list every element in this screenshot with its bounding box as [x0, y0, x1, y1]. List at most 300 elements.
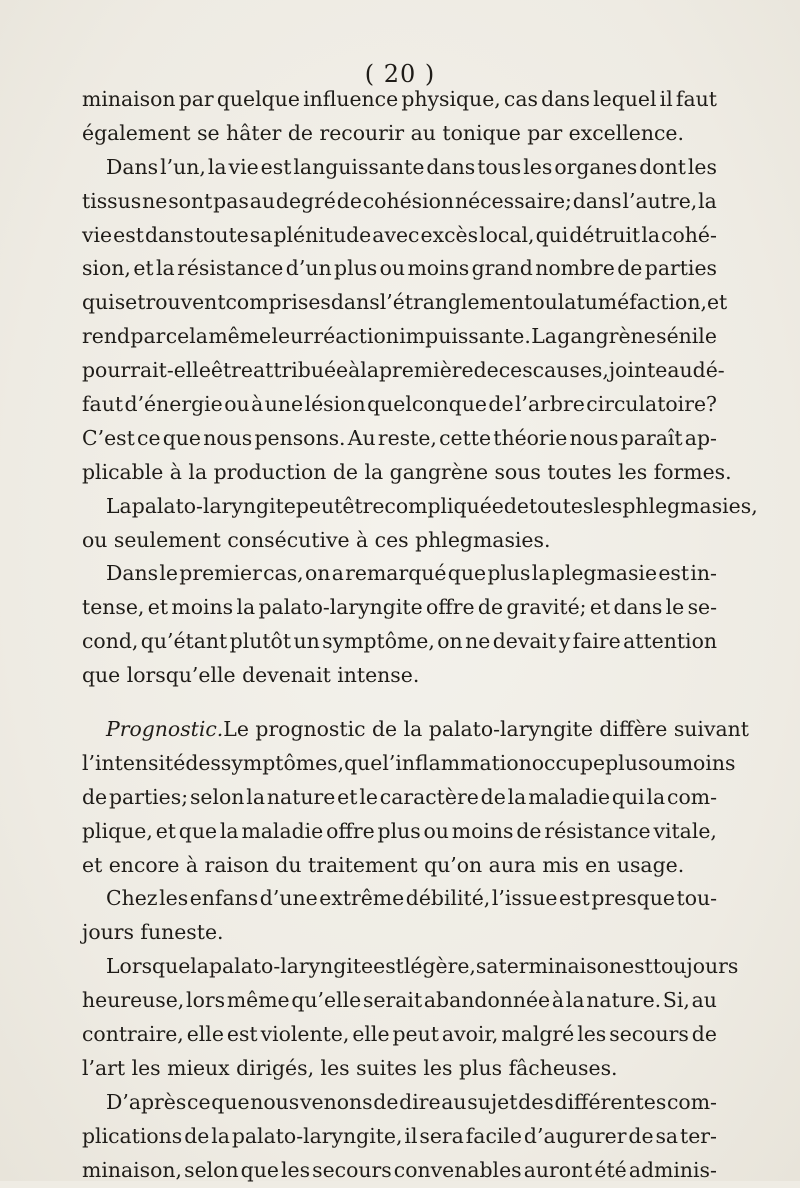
word: théorie [493, 425, 568, 450]
word: quelconque [367, 392, 487, 417]
word: phlegmasies, [622, 493, 758, 518]
text-line [82, 219, 717, 253]
word: avoir, [441, 1022, 499, 1047]
word: qui [535, 222, 569, 247]
word: cohésion [362, 188, 455, 213]
word: de [628, 1123, 654, 1148]
word: la [557, 290, 577, 315]
word: moins [171, 595, 234, 620]
word: plus [605, 750, 649, 775]
word: il [659, 87, 673, 111]
word: selon [184, 1157, 239, 1182]
text-line: plicable à la production de la gangrène sous toutes les formes. [82, 459, 732, 484]
text-line [82, 388, 717, 422]
word: remarqué [345, 561, 447, 586]
word: heureuse, [82, 988, 185, 1013]
word: lequel [593, 87, 657, 111]
word: faire [572, 629, 621, 654]
word: plegmasie [551, 561, 658, 586]
word: presque [591, 886, 675, 911]
word: vie [82, 222, 113, 247]
body-text [82, 83, 758, 1188]
word: plus [377, 818, 421, 843]
page-number: ( 20 ) [364, 60, 436, 88]
word: secours [609, 1022, 689, 1047]
word: dans [613, 595, 663, 620]
word: se [114, 290, 138, 315]
section-gap [82, 693, 717, 713]
word: y [558, 629, 571, 654]
word: que [344, 750, 383, 775]
word: l’autre, [622, 188, 698, 213]
word: paraît [620, 425, 683, 450]
word: ter- [680, 1123, 717, 1148]
word: débilité, [405, 886, 491, 911]
word: que [162, 425, 202, 450]
word: légère, [403, 954, 476, 979]
word: La [531, 324, 557, 349]
word: toutes [528, 493, 594, 518]
word: Dans [106, 561, 159, 586]
text-line [82, 815, 717, 849]
word: La [106, 493, 132, 518]
word: reste, [377, 425, 437, 450]
word: que [447, 561, 487, 586]
word: facile [465, 1123, 522, 1148]
word: la [211, 1123, 230, 1148]
word: ou [423, 818, 449, 843]
word: dire [399, 1089, 441, 1114]
word: de [473, 358, 499, 383]
word: toujours [652, 954, 739, 979]
word: avec [372, 222, 420, 247]
word: la [646, 784, 666, 809]
word: caractère [379, 784, 479, 809]
word: l’un, [160, 154, 206, 179]
word: au [667, 358, 693, 383]
text-line [82, 747, 736, 781]
word: de [184, 1123, 210, 1148]
word: Chez [106, 886, 158, 911]
word: la [246, 784, 265, 809]
word: la [531, 561, 551, 586]
word: peut [392, 1022, 439, 1047]
word: circulatoire? [586, 392, 717, 417]
word: la [641, 222, 661, 247]
word: lors [186, 988, 226, 1013]
word: comprises [225, 290, 331, 315]
word: terminaison [498, 954, 623, 979]
word: d’augurer [523, 1123, 627, 1148]
text-line [82, 1086, 717, 1120]
word: l’inflammation [382, 750, 532, 775]
word: trouvent [137, 290, 226, 315]
word: Dans [106, 154, 159, 179]
word: causes, [532, 358, 609, 383]
word: nature. [586, 988, 662, 1013]
word: de [373, 1089, 399, 1114]
word: ce [137, 425, 161, 450]
word: est [559, 886, 590, 911]
text-line [82, 882, 717, 916]
word: dont [639, 154, 686, 179]
word: on [437, 629, 463, 654]
word: sa [655, 1123, 679, 1148]
word: nous [203, 425, 253, 450]
word: la [507, 784, 527, 809]
word: ap- [684, 425, 717, 450]
word: plus [487, 561, 531, 586]
word: est [113, 222, 144, 247]
word: l’étranglement [379, 290, 533, 315]
word: de [503, 493, 529, 518]
text-segment: Le prognostic de la palato-laryngite diffère suivant [223, 717, 749, 742]
word: les [687, 154, 717, 179]
text-line [82, 950, 739, 984]
word: ces [498, 358, 533, 383]
word: C’est [82, 425, 135, 450]
word: par [130, 324, 166, 349]
word: est [373, 954, 404, 979]
word: cas [503, 87, 538, 111]
word: même [208, 324, 272, 349]
word: d’une [259, 886, 318, 911]
word: par [178, 87, 214, 111]
word: occupe [531, 750, 606, 775]
word: palato-laryngite [208, 954, 374, 979]
word: de [336, 188, 362, 213]
word: in- [690, 561, 717, 586]
word: la [565, 988, 585, 1013]
word: languissante [293, 154, 425, 179]
word: il [404, 1123, 418, 1148]
word: même [226, 988, 290, 1013]
word: tense, [82, 595, 145, 620]
text-line: ou seulement consécutive à ces phlegmasies. [82, 527, 551, 552]
word: convenables [393, 1157, 522, 1182]
word: ou [224, 392, 250, 417]
word: première [378, 358, 474, 383]
word: de [82, 784, 108, 809]
word: sont [168, 188, 213, 213]
word: abandonnée [423, 988, 551, 1013]
word: que [178, 818, 218, 843]
text-line [82, 557, 717, 591]
word: elle [352, 1022, 390, 1047]
word: des [518, 1089, 554, 1114]
word: excès [420, 222, 479, 247]
word: devait [492, 629, 557, 654]
word: sa [249, 222, 273, 247]
word: organes [554, 154, 638, 179]
word: et [589, 595, 611, 620]
word: nature [266, 784, 336, 809]
text-line [82, 286, 728, 320]
word: violente, [260, 1022, 350, 1047]
word: la [190, 954, 209, 979]
word: dans [426, 154, 476, 179]
word: résistance [544, 818, 651, 843]
word: D’après [106, 1089, 187, 1114]
word: parties; [109, 784, 189, 809]
word: malgré [501, 1022, 575, 1047]
word: offre [426, 595, 475, 620]
word: rend [82, 324, 130, 349]
text-line: jours funeste. [82, 920, 224, 945]
word: un [293, 629, 320, 654]
word: ne [142, 188, 168, 213]
word: degré [275, 188, 336, 213]
word: cond, [82, 629, 139, 654]
word: dans [144, 222, 194, 247]
word: que [240, 1157, 279, 1182]
word: attribuée [252, 358, 349, 383]
word: détruit [569, 222, 641, 247]
text-line [82, 83, 717, 117]
word: différentes [554, 1089, 667, 1114]
word: nous [569, 425, 619, 450]
text-line [82, 1154, 717, 1188]
word: local, [479, 222, 535, 247]
word: tissus [82, 188, 142, 213]
word: et [155, 818, 176, 843]
word: moins [407, 256, 470, 281]
text-line [82, 490, 758, 524]
word: la [156, 256, 175, 281]
word: les [577, 1022, 607, 1047]
word: toute [194, 222, 249, 247]
word: qui [611, 784, 645, 809]
word: plutôt [229, 629, 292, 654]
word: à [251, 392, 264, 417]
word: être [210, 358, 253, 383]
word: premier [179, 561, 262, 586]
word: lésion [304, 392, 366, 417]
word: auront [523, 1157, 593, 1182]
word: au [691, 988, 717, 1013]
word: plique, [82, 818, 153, 843]
word: offre [326, 818, 375, 843]
word: palato-laryngite, [231, 1123, 403, 1148]
word: nécessaire; [454, 188, 572, 213]
word: impuissante. [399, 324, 531, 349]
word: dans [572, 188, 622, 213]
word: pourrait-elle [82, 358, 211, 383]
word: et [337, 784, 358, 809]
text-line [82, 151, 717, 185]
word: tous [477, 154, 522, 179]
word: extrême [319, 886, 405, 911]
word: palato-laryngite [258, 595, 423, 620]
word: cas, [263, 561, 304, 586]
word: parties [644, 256, 717, 281]
word: résistance [177, 256, 284, 281]
word: et [147, 595, 169, 620]
text-line: également se hâter de recourir au tonique par excellence. [82, 120, 684, 145]
word: le [359, 784, 378, 809]
word: palato-laryngite [131, 493, 296, 518]
word: grand [471, 256, 533, 281]
word: maladie [241, 818, 324, 843]
word: être [342, 493, 385, 518]
word: Si, [662, 988, 690, 1013]
word: attention [623, 629, 717, 654]
word: compliquée [384, 493, 504, 518]
word: réaction [313, 324, 399, 349]
word: symptômes, [220, 750, 345, 775]
word: le [159, 561, 178, 586]
word: de [488, 392, 514, 417]
word: ou [648, 750, 674, 775]
word: a [331, 561, 344, 586]
word: dans [330, 290, 380, 315]
word: leur [271, 324, 313, 349]
word: adminis- [628, 1157, 717, 1182]
word: qu’elle [291, 988, 362, 1013]
word: au [249, 188, 276, 213]
word: sénile [656, 324, 717, 349]
word: sa [475, 954, 499, 979]
text-line [82, 354, 725, 388]
word: sera [419, 1123, 464, 1148]
word: venons [299, 1089, 373, 1114]
text-line [82, 713, 749, 747]
word: Au [347, 425, 376, 450]
text-line [82, 1018, 717, 1052]
word: com- [667, 1089, 717, 1114]
word: se- [687, 595, 717, 620]
word: ne [465, 629, 491, 654]
word: la [236, 595, 256, 620]
word: gangrène [557, 324, 656, 349]
word: l’issue [491, 886, 558, 911]
word: faut [82, 392, 124, 417]
word: plénitude [273, 222, 372, 247]
word: d’un [285, 256, 332, 281]
word: pas [213, 188, 249, 213]
word: symptôme, [322, 629, 435, 654]
word: est [658, 561, 690, 586]
word: de [477, 595, 504, 620]
word: des [185, 750, 221, 775]
word: plications [82, 1123, 183, 1148]
word: cette [439, 425, 492, 450]
word: influence [303, 87, 399, 111]
word: plus [334, 256, 378, 281]
word: elle [186, 1022, 224, 1047]
word: selon [189, 784, 245, 809]
word: au [441, 1089, 467, 1114]
text-line [82, 320, 717, 354]
word: est [260, 154, 292, 179]
word: les [159, 886, 189, 911]
text-line [82, 625, 717, 659]
word: serait [362, 988, 423, 1013]
word: de [480, 784, 506, 809]
word: com- [667, 784, 717, 809]
word: nous [250, 1089, 300, 1114]
word: Lorsque [106, 954, 191, 979]
word: qui [82, 290, 115, 315]
word: moins [451, 818, 514, 843]
word: les [281, 1157, 311, 1182]
text-line: l’art les mieux dirigés, les suites les plus fâcheuses. [82, 1055, 618, 1080]
text-line: que lorsqu’elle devenait intense. [82, 663, 420, 688]
word: est [226, 1022, 258, 1047]
word: tou- [676, 886, 717, 911]
text-line [82, 185, 717, 219]
word: sujet [467, 1089, 518, 1114]
word: cohé- [661, 222, 717, 247]
text-line [82, 1120, 717, 1154]
word: qu’étant [140, 629, 228, 654]
word: jointe [608, 358, 668, 383]
word: de [691, 1022, 717, 1047]
word: la [360, 358, 379, 383]
word: d’énergie [124, 392, 223, 417]
word: sion, [82, 256, 131, 281]
word: dans [541, 87, 590, 111]
word: et [706, 290, 728, 315]
word: à [348, 358, 361, 383]
section-heading: Prognostic. [106, 717, 224, 742]
word: physique, [401, 87, 501, 111]
word: les [523, 154, 553, 179]
word: tuméfaction, [576, 290, 707, 315]
word: à [551, 988, 565, 1013]
text-line [82, 984, 717, 1018]
word: nombre [535, 256, 615, 281]
word: de [516, 818, 542, 843]
word: ce [187, 1089, 211, 1114]
word: et [133, 256, 154, 281]
text-line [82, 781, 717, 815]
text-line [82, 422, 717, 456]
word: le [665, 595, 685, 620]
word: l’intensité [82, 750, 186, 775]
text-line [82, 252, 717, 286]
word: minaison [82, 87, 176, 111]
word: cela [165, 324, 208, 349]
word: les [593, 493, 623, 518]
word: pensons. [254, 425, 346, 450]
word: quelque [216, 87, 300, 111]
word: vie [228, 154, 259, 179]
word: la [207, 154, 227, 179]
word: minaison, [82, 1157, 183, 1182]
word: l’arbre [515, 392, 585, 417]
word: que [211, 1089, 250, 1114]
word: dé- [692, 358, 725, 383]
word: une [264, 392, 304, 417]
word: est [622, 954, 653, 979]
word: vitale, [653, 818, 717, 843]
text-line [82, 591, 717, 625]
word: la [698, 188, 717, 213]
word: été [594, 1157, 627, 1182]
word: la [219, 818, 239, 843]
word: enfans [189, 886, 259, 911]
word: contraire, [82, 1022, 184, 1047]
word: maladie [528, 784, 611, 809]
word: gravité; [506, 595, 587, 620]
word: faut [675, 87, 717, 111]
word: ou [379, 256, 406, 281]
word: peut [295, 493, 343, 518]
word: moins [673, 750, 736, 775]
word: de [617, 256, 643, 281]
text-line: et encore à raison du traitement qu’on aura mis en usage. [82, 852, 685, 877]
